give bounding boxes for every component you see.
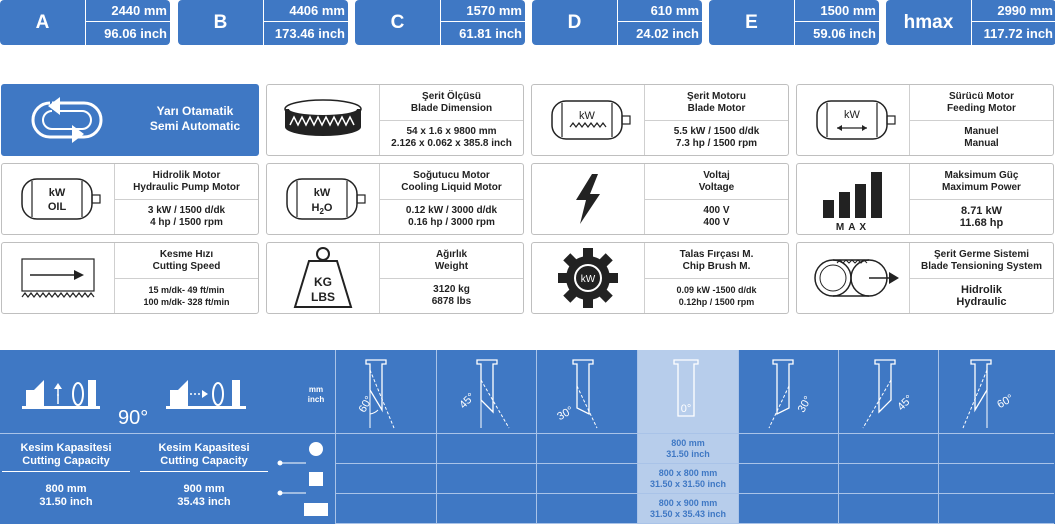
feeding-kw-label: kW	[844, 109, 860, 121]
dimension-mm: 610 mm	[618, 0, 703, 22]
chip-brush-card	[531, 242, 789, 314]
capacity-left-value	[2, 483, 130, 509]
angle-col-30-right	[738, 350, 838, 524]
spec-title-tr: Hidrolik Motor	[152, 170, 221, 181]
angle-90-label: 90°	[118, 407, 149, 429]
cooling-motor-card	[266, 163, 524, 235]
dimension-mm: 1500 mm	[795, 0, 880, 22]
dimension-letter: B	[213, 11, 228, 33]
angle-col-45-left	[436, 350, 536, 524]
spec-value-2: Manual	[964, 138, 999, 149]
cycle-arrows-icon	[2, 85, 132, 155]
angle-col-60-left	[335, 350, 436, 524]
angle-label: 45°	[457, 390, 478, 412]
water-motor-h2o: $H_2O$	[311, 202, 333, 216]
oil-motor-oil: OIL	[47, 201, 67, 213]
spec-value-1: 0.12 kW / 3000 d/dk	[405, 205, 498, 216]
weight-kg: KG	[314, 275, 332, 289]
round-shape-icon	[309, 442, 323, 456]
spec-value-2: 11.68 hp	[959, 217, 1004, 229]
dimension-letter: D	[567, 11, 582, 33]
spec-title-tr: Maksimum Güç	[944, 170, 1019, 181]
dimension-b	[178, 0, 348, 45]
weight-icon	[267, 243, 380, 313]
capacity-left-title-tr: Kesim Kapasitesi	[20, 442, 112, 454]
spec-title-en: Maximum Power	[942, 182, 1021, 193]
spec-value-1: 0.09 kW -1500 d/dk	[676, 285, 757, 295]
hydraulic-motor-card	[1, 163, 259, 235]
spec-value-2: 2.126 x 0.062 x 385.8 inch	[391, 138, 512, 149]
dimension-mm: 2440 mm	[86, 0, 171, 22]
angle-col-45-right	[838, 350, 938, 524]
mode-label-tr: Yarı Otamatik	[156, 104, 234, 118]
spec-value-1: 8.71 kW	[961, 205, 1002, 217]
capacity-mid-title-tr: Kesim Kapasitesi	[158, 442, 250, 454]
spec-value-2: 0.16 hp / 3000 rpm	[408, 217, 495, 228]
angle-label: 30°	[555, 404, 576, 424]
dimension-hmax	[886, 0, 1055, 45]
spec-title-tr: Ağırlık	[435, 249, 468, 260]
spec-value-1: 3120 kg	[433, 284, 470, 295]
motor-icon	[532, 85, 645, 155]
spec-value-1: 3 kW / 1500 d/dk	[147, 205, 226, 216]
unit-inch: inch	[307, 395, 325, 404]
dimension-e	[709, 0, 879, 45]
spec-value-1: 5.5 kW / 1500 d/dk	[673, 126, 760, 137]
tensioning-card	[796, 242, 1054, 314]
unit-mm: mm	[308, 385, 324, 394]
dimension-mm: 4406 mm	[264, 0, 349, 22]
angle-col-60-right	[938, 350, 1054, 524]
capacity-left-inch: 31.50 inch	[39, 496, 93, 508]
power-bars-icon	[797, 164, 910, 234]
spec-value-2: 7.3 hp / 1500 rpm	[675, 138, 758, 149]
dimension-mm: 2990 mm	[972, 0, 1055, 22]
spec-title-en: Hydraulic Pump Motor	[133, 182, 240, 193]
angle-label: 30°	[795, 394, 815, 415]
speed-arrow-icon	[2, 243, 115, 313]
max-label: MAX	[835, 222, 871, 232]
dimension-letter: A	[35, 11, 50, 33]
angle-label: 0°	[680, 403, 692, 415]
lightning-bolt-icon	[532, 164, 645, 234]
capacity-left-title-en: Cutting Capacity	[22, 455, 110, 467]
dimension-inch: 117.72 inch	[983, 26, 1053, 41]
vise-vertical-icon	[22, 380, 100, 409]
rect-capacity-mm: 800 x 900 mm	[658, 498, 718, 508]
capacity-mid-mm: 900 mm	[183, 483, 225, 495]
round-capacity-inch: 31.50 inch	[666, 449, 710, 459]
spec-value-2: 0.12hp / 1500 rpm	[678, 297, 755, 307]
spec-value-1: 54 x 1.6 x 9800 mm	[406, 126, 497, 137]
dimension-d	[532, 0, 702, 45]
angle-label: 60°	[995, 392, 1016, 412]
spec-title-en: Chip Brush M.	[682, 261, 751, 272]
spec-title-tr: Şerit Germe Sistemi	[933, 249, 1030, 260]
spec-title-en: Blade Motor	[687, 103, 746, 114]
spec-value-2: 100 m/dk- 328 ft/min	[143, 297, 230, 307]
spec-title-en: Cooling Liquid Motor	[401, 182, 502, 193]
spec-value-2: 4 hp / 1500 rpm	[150, 217, 223, 228]
weight-card	[266, 242, 524, 314]
square-shape-icon	[309, 472, 323, 486]
spec-title-en: Feeding Motor	[947, 103, 1016, 114]
capacity-left-title	[2, 442, 130, 468]
cutting-speed-card	[1, 242, 259, 314]
shape-indicators	[276, 434, 336, 524]
dimension-mm: 1570 mm	[441, 0, 526, 22]
dimension-c	[355, 0, 525, 45]
dimension-letter: C	[390, 11, 405, 33]
saw-blade-icon	[267, 85, 380, 155]
capacity-mid-title-en: Cutting Capacity	[160, 455, 248, 467]
feeding-motor-card	[796, 84, 1054, 156]
mode-label-en: Semi Automatic	[149, 119, 241, 133]
angle-col-0	[637, 350, 738, 524]
spec-value-2: 6878 lbs	[431, 296, 472, 307]
oil-motor-kw: kW	[48, 187, 66, 199]
capacity-mid-title	[140, 442, 268, 468]
spec-title-tr: Talas Fırçası M.	[679, 249, 754, 260]
spec-title-tr: Şerit Ölçüsü	[422, 91, 481, 102]
spec-title-tr: Soğutucu Motor	[413, 170, 490, 181]
capacity-mid-inch: 35.43 inch	[177, 496, 231, 508]
spec-value-2: Hydraulic	[956, 296, 1007, 308]
spec-title-tr: Şerit Motoru	[687, 91, 746, 102]
oil-motor-icon	[2, 164, 115, 234]
dimension-inch: 59.06 inch	[813, 26, 876, 41]
dimension-letter: hmax	[903, 11, 954, 33]
dimension-inch: 61.81 inch	[459, 26, 522, 41]
spec-title-en: Blade Dimension	[410, 103, 493, 114]
gear-kw: kW	[580, 274, 596, 285]
spec-title-en: Voltage	[698, 182, 735, 193]
dimension-inch: 173.46 inch	[274, 26, 345, 41]
rect-capacity-inch: 31.50 x 35.43 inch	[649, 509, 727, 519]
spec-title-tr: Voltaj	[703, 170, 730, 181]
square-capacity-inch: 31.50 x 31.50 inch	[649, 479, 727, 489]
motor-kw-label: kW	[579, 110, 595, 122]
dimension-letter: E	[745, 11, 758, 33]
water-motor-icon	[267, 164, 380, 234]
angle-label: 60°	[356, 394, 376, 415]
capacity-mid-value	[140, 483, 268, 509]
spec-value-1: 400 V	[703, 205, 730, 216]
spec-title-tr: Sürücü Motor	[949, 91, 1014, 102]
rect-shape-icon	[304, 503, 328, 516]
cutting-capacity-table	[0, 350, 1055, 524]
vise-horizontal-icon	[166, 380, 246, 409]
square-capacity-mm: 800 x 800 mm	[658, 468, 718, 478]
capacity-left-mm: 800 mm	[45, 483, 87, 495]
spec-value-1: Hidrolik	[961, 284, 1002, 296]
spec-value-2: 400 V	[703, 217, 730, 228]
spec-title-en: Weight	[434, 261, 469, 272]
mode-card	[1, 84, 259, 156]
feeding-motor-icon	[797, 85, 910, 155]
capacity-header-left	[0, 350, 335, 434]
spec-title-en: Cutting Speed	[152, 261, 221, 272]
water-motor-kw: kW	[313, 187, 331, 199]
dimension-a	[0, 0, 170, 45]
spec-value-1: 15 m/dk- 49 ft/min	[148, 285, 225, 295]
angle-label: 45°	[895, 392, 916, 414]
gear-icon	[532, 243, 645, 313]
max-power-card	[796, 163, 1054, 235]
spec-title-tr: Kesme Hızı	[159, 249, 214, 260]
angle-col-30-left	[536, 350, 637, 524]
spec-title-en: Blade Tensioning System	[921, 261, 1042, 272]
weight-lbs: LBS	[311, 290, 335, 304]
dimension-inch: 24.02 inch	[636, 26, 699, 41]
tension-icon	[797, 243, 910, 313]
voltage-card	[531, 163, 789, 235]
dimension-inch: 96.06 inch	[104, 26, 167, 41]
round-capacity-mm: 800 mm	[671, 438, 705, 448]
blade-dimension-card	[266, 84, 524, 156]
blade-motor-card	[531, 84, 789, 156]
spec-value-1: Manuel	[964, 126, 999, 137]
